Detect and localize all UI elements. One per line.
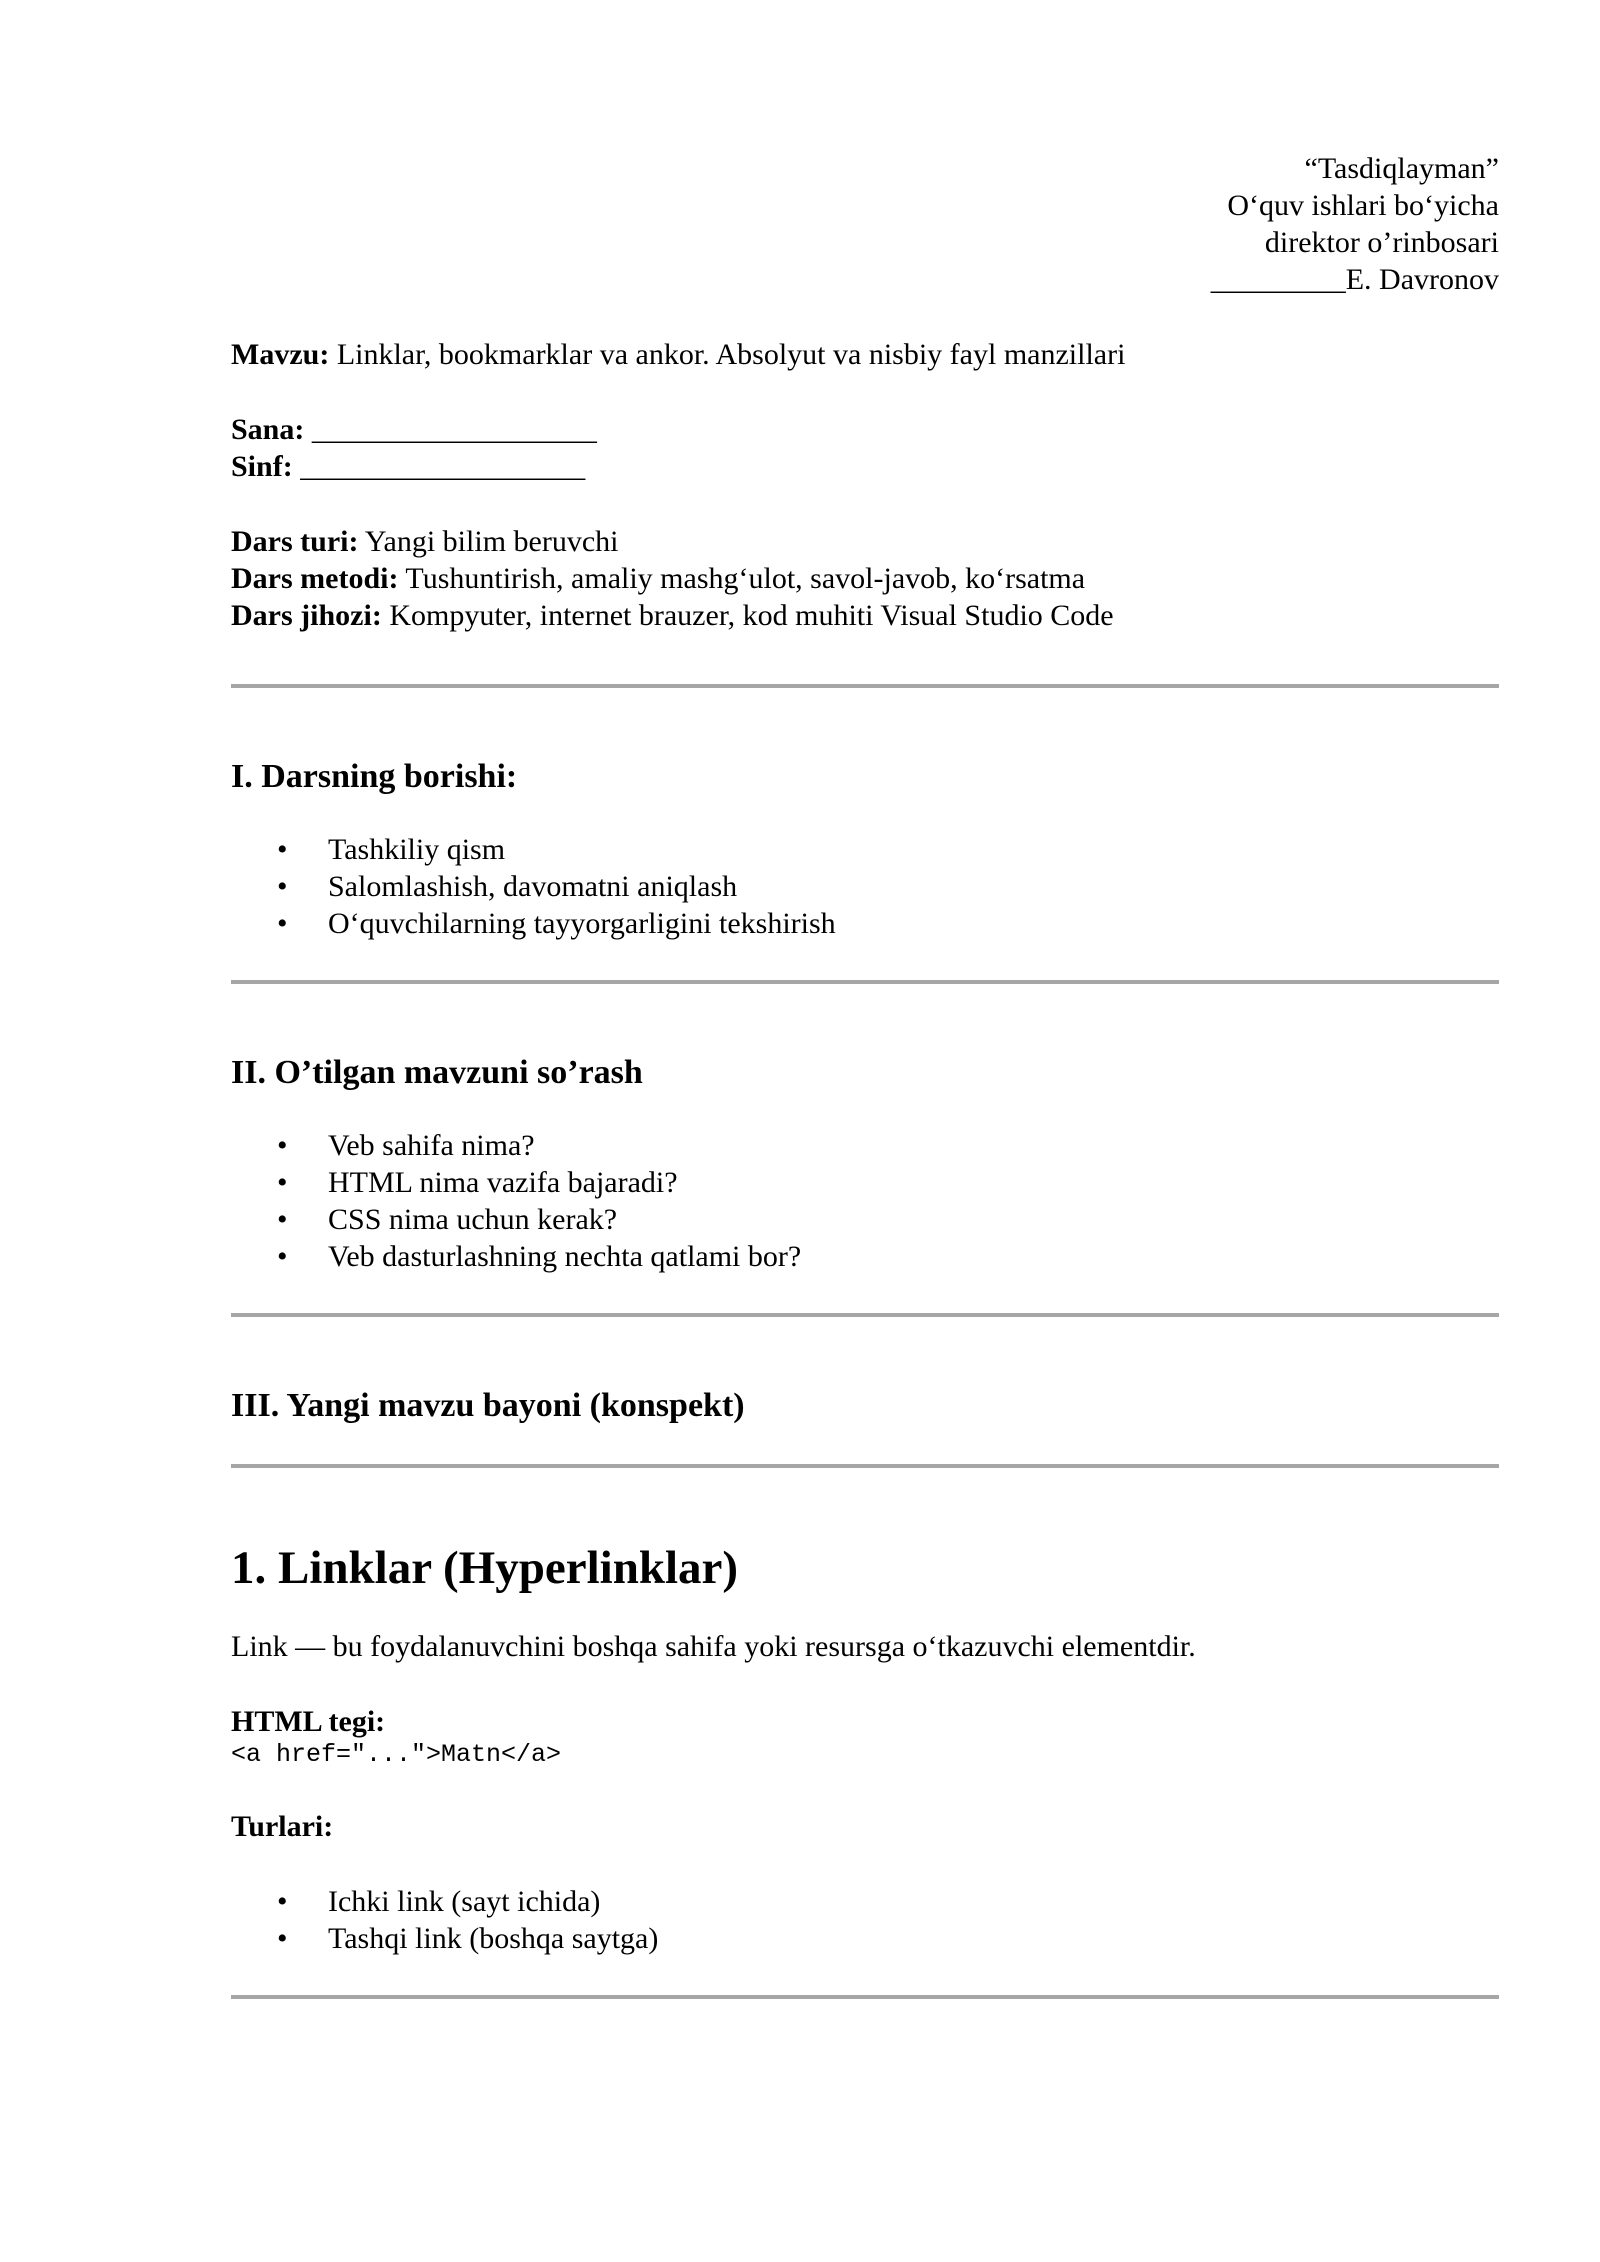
section-2-list <box>231 1127 1499 1275</box>
list-item <box>231 1920 1499 1957</box>
list-item <box>231 868 1499 905</box>
list-item <box>231 1164 1499 1201</box>
link-types-list <box>231 1883 1499 1957</box>
section-3-heading: III. Yangi mavzu bayoni (konspekt) <box>231 1387 745 1424</box>
types-label: Turlari: <box>231 1810 334 1843</box>
sinf-label: Sinf: <box>231 450 293 483</box>
sana-label: Sana: <box>231 413 305 446</box>
list-item-text: HTML nima vazifa bajaradi? <box>328 1166 678 1199</box>
bullet-icon: • <box>277 870 288 903</box>
bullet-icon: • <box>277 907 288 940</box>
list-item <box>231 831 1499 868</box>
divider <box>231 1995 1499 1999</box>
approval-title: “Tasdiqlayman” <box>1304 152 1499 185</box>
divider <box>231 684 1499 688</box>
topic-1-heading: 1. Linklar (Hyperlinklar) <box>231 1542 739 1594</box>
topic-line <box>231 336 1499 373</box>
divider <box>231 1313 1499 1317</box>
link-definition: Link — bu foydalanuvchini boshqa sahifa yoki resursga o‘tkazuvchi elementdir. <box>231 1630 1196 1663</box>
list-item <box>231 1883 1499 1920</box>
dars-metodi-value: Tushuntirish, amaliy mashg‘ulot, savol-javob, ko‘rsatma <box>398 562 1086 595</box>
document-content <box>231 150 1499 1999</box>
approval-block <box>231 150 1499 298</box>
dars-turi-line <box>231 523 1499 560</box>
section-2-heading: II. O’tilgan mavzuni so’rash <box>231 1054 643 1091</box>
mavzu-value: Linklar, bookmarklar va ankor. Absolyut va nisbiy fayl manzillari <box>329 338 1126 371</box>
sana-line <box>231 411 1499 448</box>
list-item <box>231 1238 1499 1275</box>
bullet-icon: • <box>277 1203 288 1236</box>
dars-jihozi-label: Dars jihozi: <box>231 599 382 632</box>
divider <box>231 980 1499 984</box>
approval-position-2: direktor o’rinbosari <box>1264 226 1499 259</box>
bullet-icon: • <box>277 1240 288 1273</box>
bullet-icon: • <box>277 1129 288 1162</box>
dars-jihozi-line <box>231 597 1499 634</box>
list-item <box>231 1127 1499 1164</box>
divider <box>231 1464 1499 1468</box>
dars-turi-label: Dars turi: <box>231 525 359 558</box>
html-tag-label: HTML tegi: <box>231 1705 386 1738</box>
dars-metodi-label: Dars metodi: <box>231 562 399 595</box>
approval-signature: _________E. Davronov <box>1210 263 1499 296</box>
list-item-text: O‘quvchilarning tayyorgarligini tekshirish <box>328 907 836 940</box>
list-item-text: Salomlashish, davomatni aniqlash <box>328 870 738 903</box>
lesson-info-block <box>231 523 1499 634</box>
section-1-heading: I. Darsning borishi: <box>231 758 518 795</box>
html-tag-code: <a href="...">Matn</a> <box>231 1740 562 1769</box>
list-item-text: Ichki link (sayt ichida) <box>328 1885 601 1918</box>
sinf-line <box>231 448 1499 485</box>
dars-jihozi-value: Kompyuter, internet brauzer, kod muhiti Visual Studio Code <box>381 599 1114 632</box>
date-class-block <box>231 411 1499 485</box>
approval-position-1: O‘quv ishlari bo‘yicha <box>1227 189 1499 222</box>
dars-metodi-line <box>231 560 1499 597</box>
list-item-text: Tashkiliy qism <box>328 833 506 866</box>
bullet-icon: • <box>277 1922 288 1955</box>
bullet-icon: • <box>277 1885 288 1918</box>
bullet-icon: • <box>277 833 288 866</box>
sana-blank: ___________________ <box>304 413 597 446</box>
list-item-text: Veb sahifa nima? <box>328 1129 535 1162</box>
sinf-blank: ___________________ <box>292 450 586 483</box>
list-item-text: CSS nima uchun kerak? <box>328 1203 618 1236</box>
list-item <box>231 1201 1499 1238</box>
list-item-text: Tashqi link (boshqa saytga) <box>328 1922 659 1955</box>
list-item-text: Veb dasturlashning nechta qatlami bor? <box>328 1240 802 1273</box>
dars-turi-value: Yangi bilim beruvchi <box>358 525 619 558</box>
mavzu-label: Mavzu: <box>231 338 330 371</box>
section-1-list <box>231 831 1499 942</box>
list-item <box>231 905 1499 942</box>
bullet-icon: • <box>277 1166 288 1199</box>
